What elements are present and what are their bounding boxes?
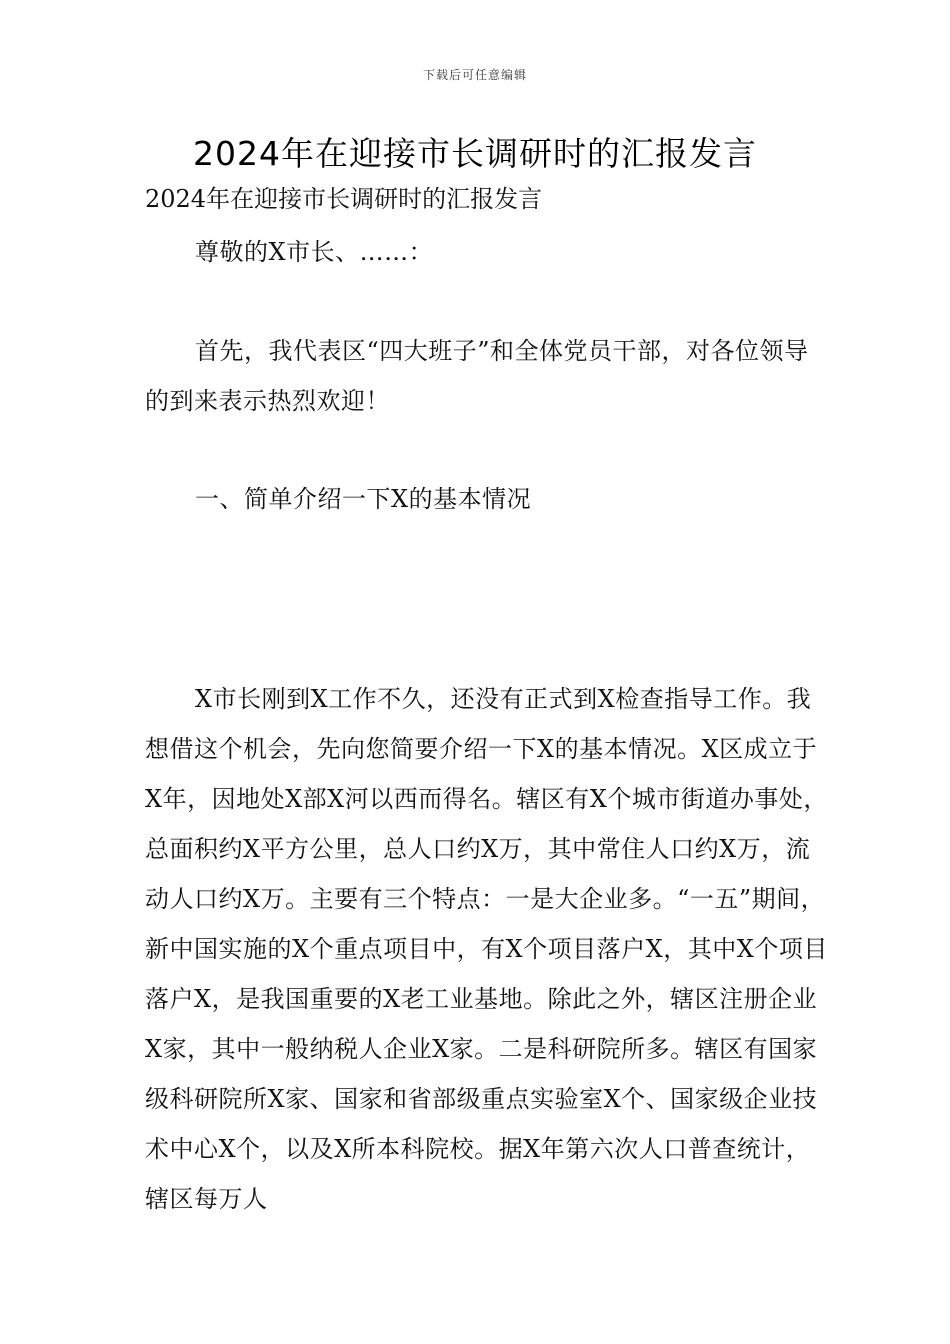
section-heading: 一、简单介绍一下X的基本情况: [195, 485, 532, 513]
welcome-paragraph: 首先，我代表区“四大班子”和全体党员干部，对各位领导的到来表示热烈欢迎！: [145, 337, 809, 415]
document-subtitle: 2024年在迎接市长调研时的汇报发言: [145, 185, 543, 213]
greeting-paragraph: 尊敬的X市长、……：: [195, 238, 434, 266]
header-note: 下载后可任意编辑: [422, 68, 527, 82]
body-paragraph: X市长刚到X工作不久，还没有正式到X检查指导工作。我想借这个机会，先向您简要介绍一下X的基本情况。X区成立于X年，因地处X部X河以西而得名。辖区有X个城市街道办事处，总面积约X平方公里，总人口约X万，其中常住人口约X万，流动人口约X万。主要有三个特点：一是大企业多。“一五”期间，新中国实施的X个重点项目中，有X个项目落户X，其中X个项目落户X，是我国重要的X老工业基地。除此之外，辖区注册企业X家，其中一般纳税人企业X家。二是科研院所多。辖区有国家级科研院所X家、国家和省部级重点实验室X个、国家级企业技术中心X个，以及X所本科院校。据X年第六次人口普查统计，辖区每万人: [145, 685, 828, 1213]
document-title: 2024年在迎接市长调研时的汇报发言: [193, 134, 757, 173]
